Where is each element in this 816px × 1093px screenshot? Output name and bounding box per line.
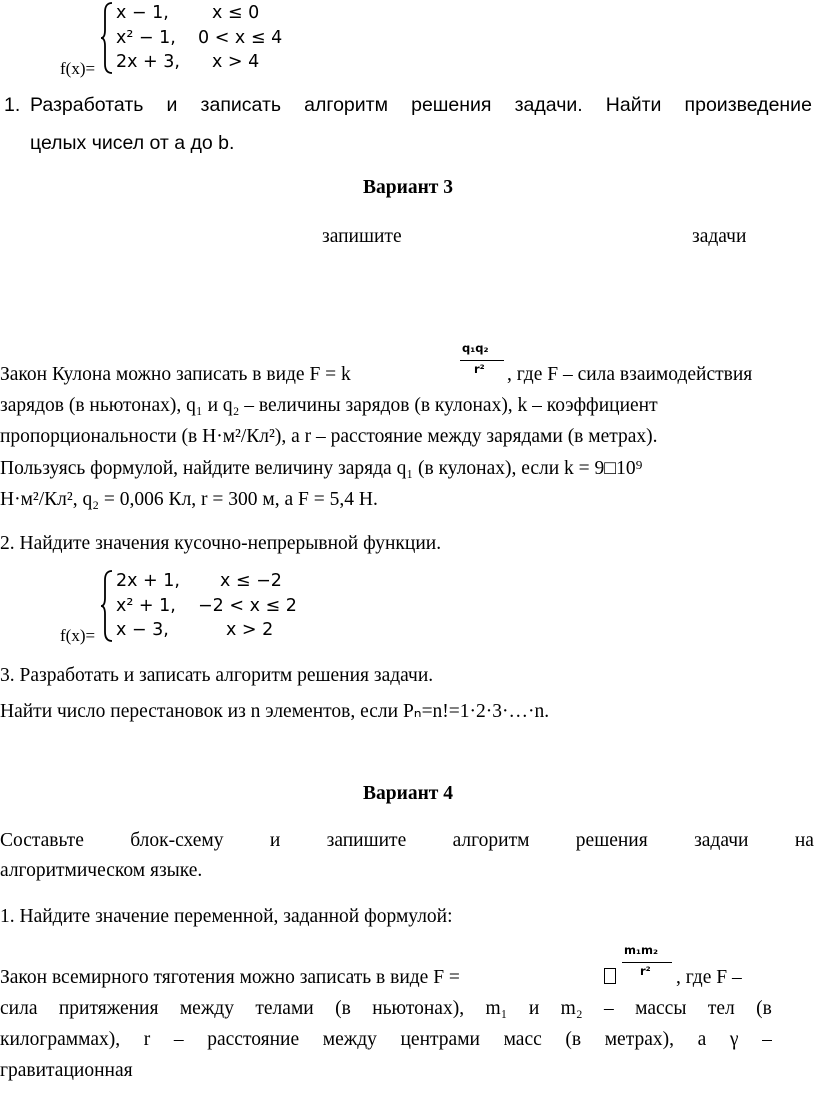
header-word-2: задачи [692, 226, 747, 247]
coulomb-text-rest: , где F – сила взаимодействия [507, 364, 753, 385]
gravitation-line-2 [0, 999, 772, 1019]
gravitation-text-rest: , где F – [676, 967, 742, 988]
left-brace-icon [100, 570, 114, 642]
word: – [173, 1029, 184, 1050]
word: Составьте [0, 830, 84, 851]
coulomb-line-4: Пользуясь формулой, найдите величину заряда q₁ (в кулонах), если k = 9□10⁹ [0, 458, 643, 479]
word: (в [335, 998, 351, 1019]
word: произведение [684, 94, 812, 116]
gravitation-line-4: гравитационная [0, 1060, 133, 1081]
coulomb-text-start: Закон Кулона можно записать в виде F = k [0, 364, 351, 385]
word: и [166, 94, 178, 116]
piece-expr-1: 2x + 1, [116, 571, 180, 591]
left-brace-icon [100, 2, 114, 74]
word: тел [707, 998, 735, 1019]
variant-4-task-1: 1. Найдите значение переменной, заданной формулой: [0, 906, 453, 927]
word: и [269, 830, 281, 851]
piece-cond-1: x ≤ −2 [220, 571, 282, 591]
variant-4-title: Вариант 4 [362, 783, 454, 804]
task-2: 2. Найдите значения кусочно-непрерывной функции. [0, 533, 442, 554]
task-3-line-2: Найти число перестановок из n элементов, если Pₙ=n!=1·2·3·…·n. [0, 701, 550, 722]
gravitation-fraction-denominator: r² [640, 964, 651, 978]
word: – [762, 1029, 772, 1050]
word: телами [255, 998, 314, 1019]
word: между [322, 1029, 377, 1050]
coulomb-line-5: Н·м²/Кл², q₂ = 0,006 Кл, r = 300 м, а F = 5,4 Н. [0, 489, 378, 510]
word: на [794, 830, 814, 851]
word: между [179, 998, 234, 1019]
word: решения [575, 830, 648, 851]
variant-3-title: Вариант 3 [362, 177, 454, 198]
word: (в [756, 998, 772, 1019]
word: алгоритм [304, 94, 388, 116]
word: притяжения [58, 998, 159, 1019]
word: записать [200, 94, 282, 116]
coulomb-line-2: зарядов (в ньютонах), q₁ и q₂ – величины зарядов (в кулонах), k – коэффициент [0, 395, 658, 416]
piece-expr-2: x² − 1, [116, 28, 176, 48]
word: (в [565, 1029, 582, 1050]
variant-4-intro-line-2: алгоритмическом языке. [0, 860, 203, 881]
word: r [143, 1029, 151, 1050]
fraction-bar [622, 962, 672, 963]
piece-cond-3: x > 4 [212, 52, 260, 72]
gravitation-text-start: Закон всемирного тяготения можно записать в виде F = [0, 967, 460, 988]
piece-cond-2: −2 < x ≤ 2 [198, 596, 297, 616]
coulomb-fraction-numerator: q₁q₂ [462, 341, 489, 355]
word: алгоритм [452, 830, 530, 851]
piece-expr-3: x − 3, [116, 620, 169, 640]
task-3: 3. Разработать и записать алгоритм решения задачи. [0, 665, 434, 686]
variant-4-intro-line-1 [0, 831, 814, 851]
coulomb-line-3: пропорциональности (в Н·м²/Кл²), а r – расстояние между зарядами (в метрах). [0, 426, 658, 447]
gravitation-fraction-numerator: m₁m₂ [624, 943, 659, 957]
word: Разработать [30, 94, 144, 116]
function-label: f(x)= [60, 626, 96, 645]
coulomb-fraction-denominator: r² [474, 362, 485, 376]
word: и [528, 998, 540, 1019]
word: центрами [400, 1029, 480, 1050]
word: решения [411, 94, 492, 116]
word: ньютонах), [372, 998, 465, 1019]
gravitation-line-3 [0, 1030, 772, 1050]
piece-cond-3: x > 2 [226, 620, 274, 640]
piece-cond-2: 0 < x ≤ 4 [198, 28, 283, 48]
header-word-1: запишите [322, 226, 402, 247]
word: сила [0, 998, 38, 1019]
word: – [604, 998, 614, 1019]
word: метрах), [604, 1029, 674, 1050]
word: массы [635, 998, 687, 1019]
task-line-1 [30, 96, 812, 116]
fraction-bar [460, 360, 504, 361]
word: m₁ [485, 998, 508, 1019]
word: Найти [605, 94, 662, 116]
task-number: 1. [4, 94, 21, 116]
piece-expr-1: x − 1, [116, 3, 169, 23]
function-label: f(x)= [60, 59, 96, 78]
word: масс [503, 1029, 542, 1050]
piece-cond-1: x ≤ 0 [212, 3, 260, 23]
word: расстояние [207, 1029, 300, 1050]
piece-expr-3: 2x + 3, [116, 52, 180, 72]
word: блок-схему [130, 830, 224, 851]
word: а [697, 1029, 707, 1050]
word: запишите [326, 830, 407, 851]
word: m₂ [560, 998, 583, 1019]
word: килограммах), [0, 1029, 121, 1050]
word: γ [729, 1029, 739, 1050]
task-line-2: целых чисел от a до b. [30, 132, 235, 154]
word: задачи [694, 830, 749, 851]
word: задачи. [514, 94, 583, 116]
piece-expr-2: x² + 1, [116, 596, 176, 616]
missing-glyph-box [602, 968, 618, 988]
